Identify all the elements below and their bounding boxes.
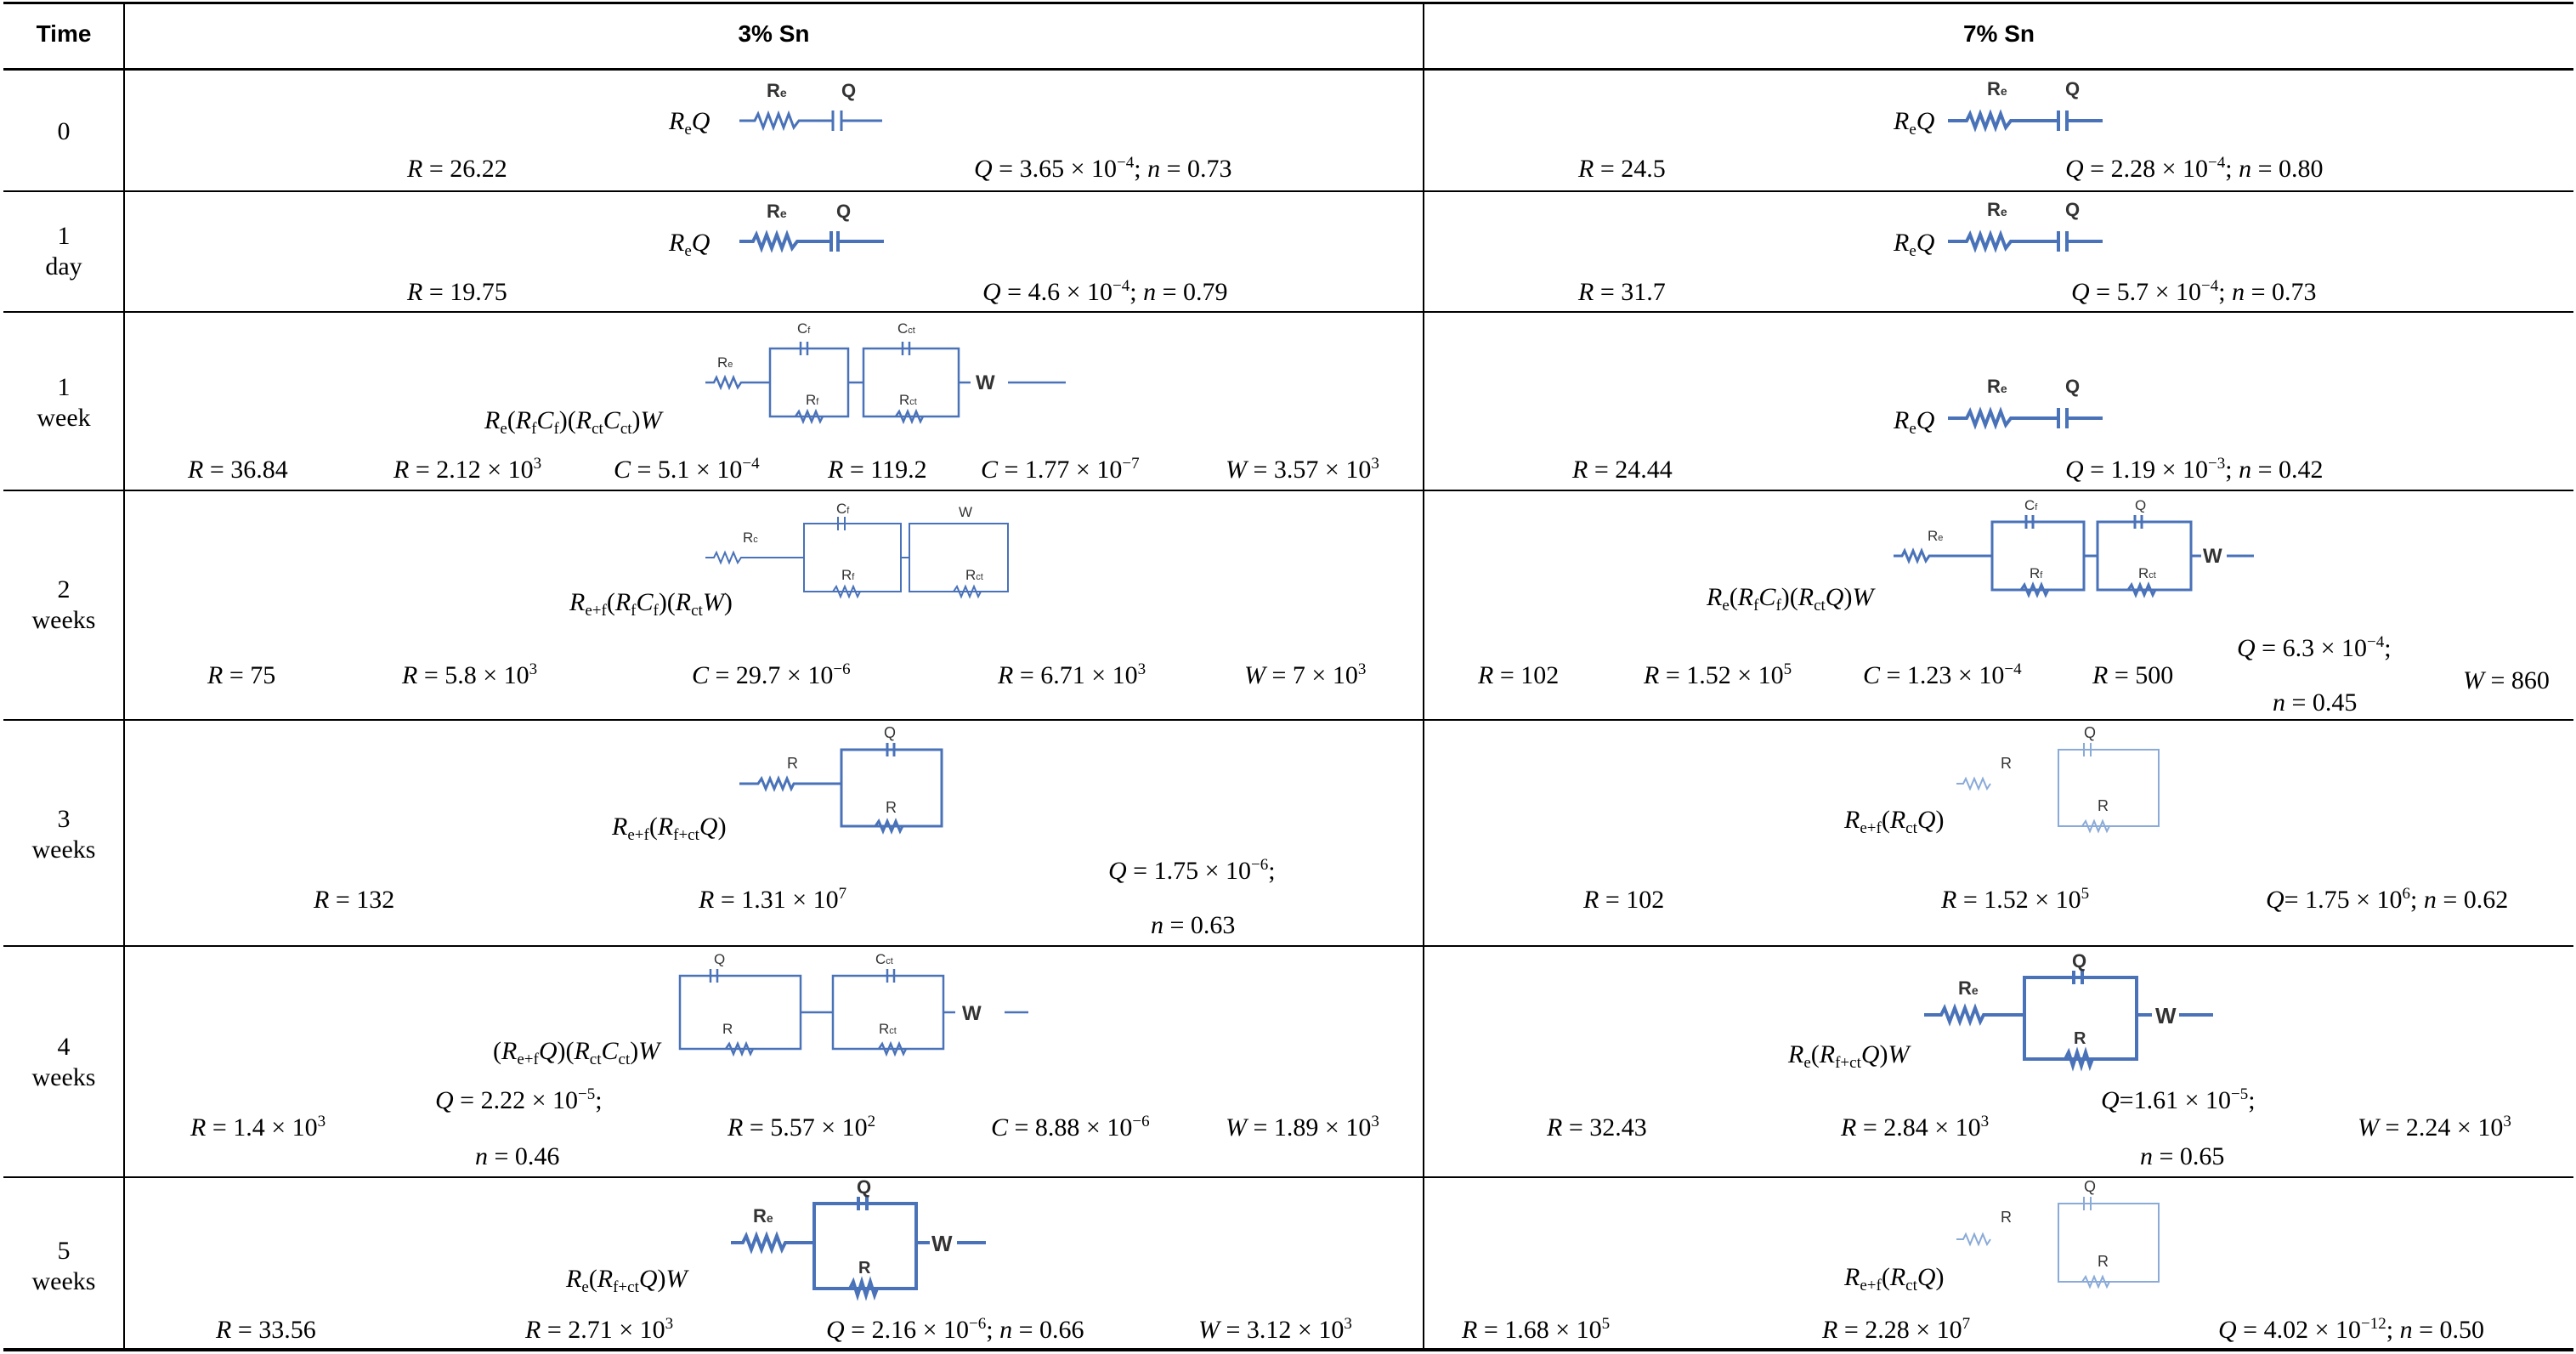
time-cell: 0 <box>57 117 71 145</box>
resistor-label: Rf <box>2030 565 2043 581</box>
param-value: $W = 7 \times 10^3$ <box>1244 660 1367 689</box>
circuit-model-label: $R_eQ$ <box>1894 229 1935 260</box>
param-value: $W = 2.24 \times 10^3$ <box>2358 1113 2511 1142</box>
time-cell: 1 day <box>45 222 82 280</box>
circuit-model-label: $R_{e+f}(R_{ct}Q)$ <box>1844 1263 1945 1295</box>
circuit-diagram <box>705 498 1037 617</box>
param-value: R = 36.84 <box>188 456 288 484</box>
param-value: $R = 1.68 \times 10^5$ <box>1462 1315 1611 1344</box>
circuit-model-label: $(R_{e+f}Q)(R_{ct}C_{ct})W$ <box>493 1037 660 1068</box>
resistor-label: Re <box>1987 199 2007 220</box>
resistor-label: Re <box>1958 977 1979 999</box>
cpe-label: Q <box>2135 497 2147 513</box>
cpe-label: Q <box>714 951 726 967</box>
resistor-label: Rct <box>879 1021 897 1037</box>
column-divider <box>1423 2 1424 1351</box>
cpe-label: Q <box>2084 724 2097 741</box>
resistor-label: Rct <box>965 567 983 583</box>
param-value: R = 24.44 <box>1572 456 1673 484</box>
circuit-model-label: $R_eQ$ <box>669 229 711 260</box>
header-7pct-sn: 7% Sn <box>1962 20 2035 47</box>
param-value: $R = 2.12 \times 10^3$ <box>393 455 542 484</box>
circuit-diagram <box>1948 194 2101 262</box>
param-value: $W = 3.57 \times 10^3$ <box>1226 455 1379 484</box>
time-cell: 5 weeks <box>31 1237 96 1295</box>
circuit-model-label: $R_e(R_{f+ct}Q)W$ <box>566 1265 688 1296</box>
circuit-model-label: $R_{e+f}(R_fC_f)(R_{ct}W)$ <box>569 588 733 620</box>
resistor-label: Re <box>767 80 787 101</box>
param-value: R = 102 <box>1583 886 1665 914</box>
param-value: n = 0.65 <box>2140 1142 2225 1170</box>
resistor-label: R <box>722 1021 733 1037</box>
capacitor-label: Cct <box>875 951 893 967</box>
param-value: n = 0.45 <box>2273 688 2358 717</box>
row-divider <box>3 1176 2573 1178</box>
resistor-label: R <box>2074 1029 2086 1048</box>
param-value: $Q = 5.7 \times 10^{-4}$; n = 0.73 <box>2071 277 2317 306</box>
param-value: $R = 2.84 \times 10^3$ <box>1841 1113 1990 1142</box>
param-value: R = 132 <box>314 886 395 914</box>
time-cell: 3 weeks <box>31 805 96 864</box>
resistor-label: R <box>2001 1209 2012 1226</box>
warburg-label: W <box>2203 545 2222 568</box>
param-value: R = 31.7 <box>1578 278 1666 306</box>
param-value: $C = 5.1 \times 10^{-4}$ <box>614 455 760 484</box>
row-divider <box>3 190 2573 192</box>
circuit-diagram <box>739 194 892 262</box>
circuit-model-label: $R_e(R_fC_f)(R_{ct}C_{ct})W$ <box>484 406 662 438</box>
param-value: R = 500 <box>2092 661 2174 689</box>
param-value: $W = 3.12 \times 10^3$ <box>1198 1315 1352 1344</box>
resistor-label: R <box>2098 797 2109 814</box>
param-value: R = 32.43 <box>1547 1113 1647 1142</box>
resistor-label: Rct <box>899 392 917 408</box>
resistor-label: Rc <box>743 530 758 546</box>
table-top-border <box>3 2 2573 4</box>
param-value: $R = 5.8 \times 10^3$ <box>402 660 538 689</box>
param-value: $Q = 2.22 \times 10^{-5}$; <box>435 1085 603 1114</box>
param-value: W = 860 <box>2463 666 2550 694</box>
cpe-label: Q <box>2065 376 2081 397</box>
circuit-diagram <box>675 947 1066 1074</box>
param-value: $C = 1.77 \times 10^{-7}$ <box>981 455 1140 484</box>
param-value: $R = 1.31 \times 10^7$ <box>699 885 847 914</box>
resistor-label: Rct <box>2138 565 2156 581</box>
param-value: $Q = 1.19 \times 10^{-3}$; n = 0.42 <box>2065 455 2324 484</box>
circuit-diagram <box>1956 722 2169 841</box>
param-value: n = 0.63 <box>1151 911 1236 939</box>
circuit-diagram <box>739 71 892 139</box>
capacitor-label: Cf <box>2024 497 2038 513</box>
param-value: R = 26.22 <box>407 155 507 183</box>
time-cell: 4 weeks <box>31 1033 96 1091</box>
cpe-label: Q <box>2084 1178 2097 1195</box>
resistor-label: Re <box>1987 376 2007 397</box>
cpe-label: Q <box>857 1176 872 1198</box>
param-value: $R = 2.28 \times 10^7$ <box>1822 1315 1971 1344</box>
circuit-diagram <box>1956 1178 2169 1297</box>
cpe-label: Q <box>2065 78 2081 99</box>
param-value: $Q = 4.6 \times 10^{-4}$; n = 0.79 <box>982 277 1228 306</box>
param-value: $C = 8.88 \times 10^{-6}$ <box>991 1113 1150 1142</box>
circuit-diagram <box>731 1178 1003 1297</box>
cpe-label: Q <box>841 80 857 101</box>
param-value: n = 0.46 <box>475 1142 560 1170</box>
table-bottom-border <box>3 1348 2573 1351</box>
param-value: $Q = 3.65 \times 10^{-4}$; n = 0.73 <box>974 154 1232 183</box>
row-divider <box>3 719 2573 721</box>
circuit-diagram <box>1894 491 2259 619</box>
circuit-model-label: $R_eQ$ <box>669 107 711 139</box>
column-divider <box>123 2 125 1351</box>
time-cell: 1 week <box>37 373 91 432</box>
circuit-diagram <box>705 314 1071 442</box>
header-3pct-sn: 3% Sn <box>738 20 810 47</box>
param-value: $C = 1.23 \times 10^{-4}$ <box>1863 660 2022 689</box>
resistor-label: R <box>2001 755 2012 772</box>
param-value: $Q = 2.28 \times 10^{-4}$; n = 0.80 <box>2065 154 2324 183</box>
capacitor-label: Cf <box>797 320 811 337</box>
resistor-label: Re <box>767 201 787 222</box>
param-value: $Q = 6.3 \times 10^{-4}$; <box>2237 633 2392 662</box>
param-value: $Q = 2.16 \times 10^{-6}$; n = 0.66 <box>826 1315 1084 1344</box>
resistor-label: Rf <box>806 392 819 408</box>
resistor-label: Re <box>1987 78 2007 99</box>
header-time: Time <box>36 20 92 47</box>
circuit-diagram <box>1924 947 2222 1074</box>
warburg-label: W <box>2155 1003 2177 1028</box>
param-value: $C = 29.7 \times 10^{-6}$ <box>692 660 851 689</box>
time-cell: 2 weeks <box>31 575 96 634</box>
resistor-label: Re <box>753 1205 773 1227</box>
cpe-label: Q <box>2072 950 2087 972</box>
resistor-label: R <box>858 1259 871 1278</box>
cpe-label: Q <box>2065 199 2081 220</box>
param-value: $R = 1.4 \times 10^3$ <box>190 1113 326 1142</box>
param-value: $Q= 1.75 \times 10^6$; n = 0.62 <box>2266 885 2509 914</box>
param-value: $Q = 4.02 \times 10^{-12}$; n = 0.50 <box>2218 1315 2484 1344</box>
circuit-model-label: $R_{e+f}(R_{ct}Q)$ <box>1844 806 1945 837</box>
param-value: $R = 6.71 \times 10^3$ <box>998 660 1146 689</box>
param-value: $Q=1.61 \times 10^{-5}$; <box>2101 1085 2256 1114</box>
circuit-model-label: $R_{e+f}(R_{f+ct}Q)$ <box>612 813 727 844</box>
impedance-table <box>3 2 2573 1351</box>
warburg-label: W <box>959 504 973 520</box>
resistor-label: Rf <box>841 567 855 583</box>
capacitor-label: Cf <box>836 501 850 517</box>
param-value: R = 75 <box>207 661 276 689</box>
param-value: R = 33.56 <box>216 1316 316 1344</box>
param-value: R = 102 <box>1478 661 1560 689</box>
param-value: $R = 5.57 \times 10^2$ <box>728 1113 876 1142</box>
capacitor-label: Cct <box>897 320 915 337</box>
param-value: R = 19.75 <box>407 278 507 306</box>
resistor-label: Re <box>1928 528 1944 544</box>
warburg-label: W <box>962 1002 982 1025</box>
cpe-label: Q <box>884 724 897 741</box>
circuit-model-label: $R_e(R_{f+ct}Q)W$ <box>1788 1040 1910 1072</box>
resistor-label: R <box>2098 1253 2109 1270</box>
header-rule <box>3 68 2573 71</box>
param-value: R = 24.5 <box>1578 155 1666 183</box>
resistor-label: R <box>886 799 897 816</box>
resistor-label: R <box>787 755 798 772</box>
circuit-model-label: $R_eQ$ <box>1894 107 1935 139</box>
circuit-diagram <box>1948 71 2101 139</box>
param-value: $W = 1.89 \times 10^3$ <box>1226 1113 1379 1142</box>
row-divider <box>3 311 2573 313</box>
circuit-model-label: $R_e(R_fC_f)(R_{ct}Q)W$ <box>1707 583 1874 615</box>
param-value: $R = 2.71 \times 10^3$ <box>525 1315 674 1344</box>
circuit-diagram <box>1948 369 2101 437</box>
param-value: $Q = 1.75 \times 10^{-6}$; <box>1108 856 1276 885</box>
circuit-diagram <box>739 722 952 841</box>
param-value: $R = 1.52 \times 10^5$ <box>1941 885 2090 914</box>
warburg-label: W <box>931 1231 953 1256</box>
circuit-model-label: $R_eQ$ <box>1894 406 1935 438</box>
param-value: $R = 1.52 \times 10^5$ <box>1644 660 1792 689</box>
resistor-label: Re <box>717 354 733 371</box>
cpe-label: Q <box>836 201 852 222</box>
param-value: R = 119.2 <box>828 456 927 484</box>
warburg-label: W <box>976 371 995 394</box>
